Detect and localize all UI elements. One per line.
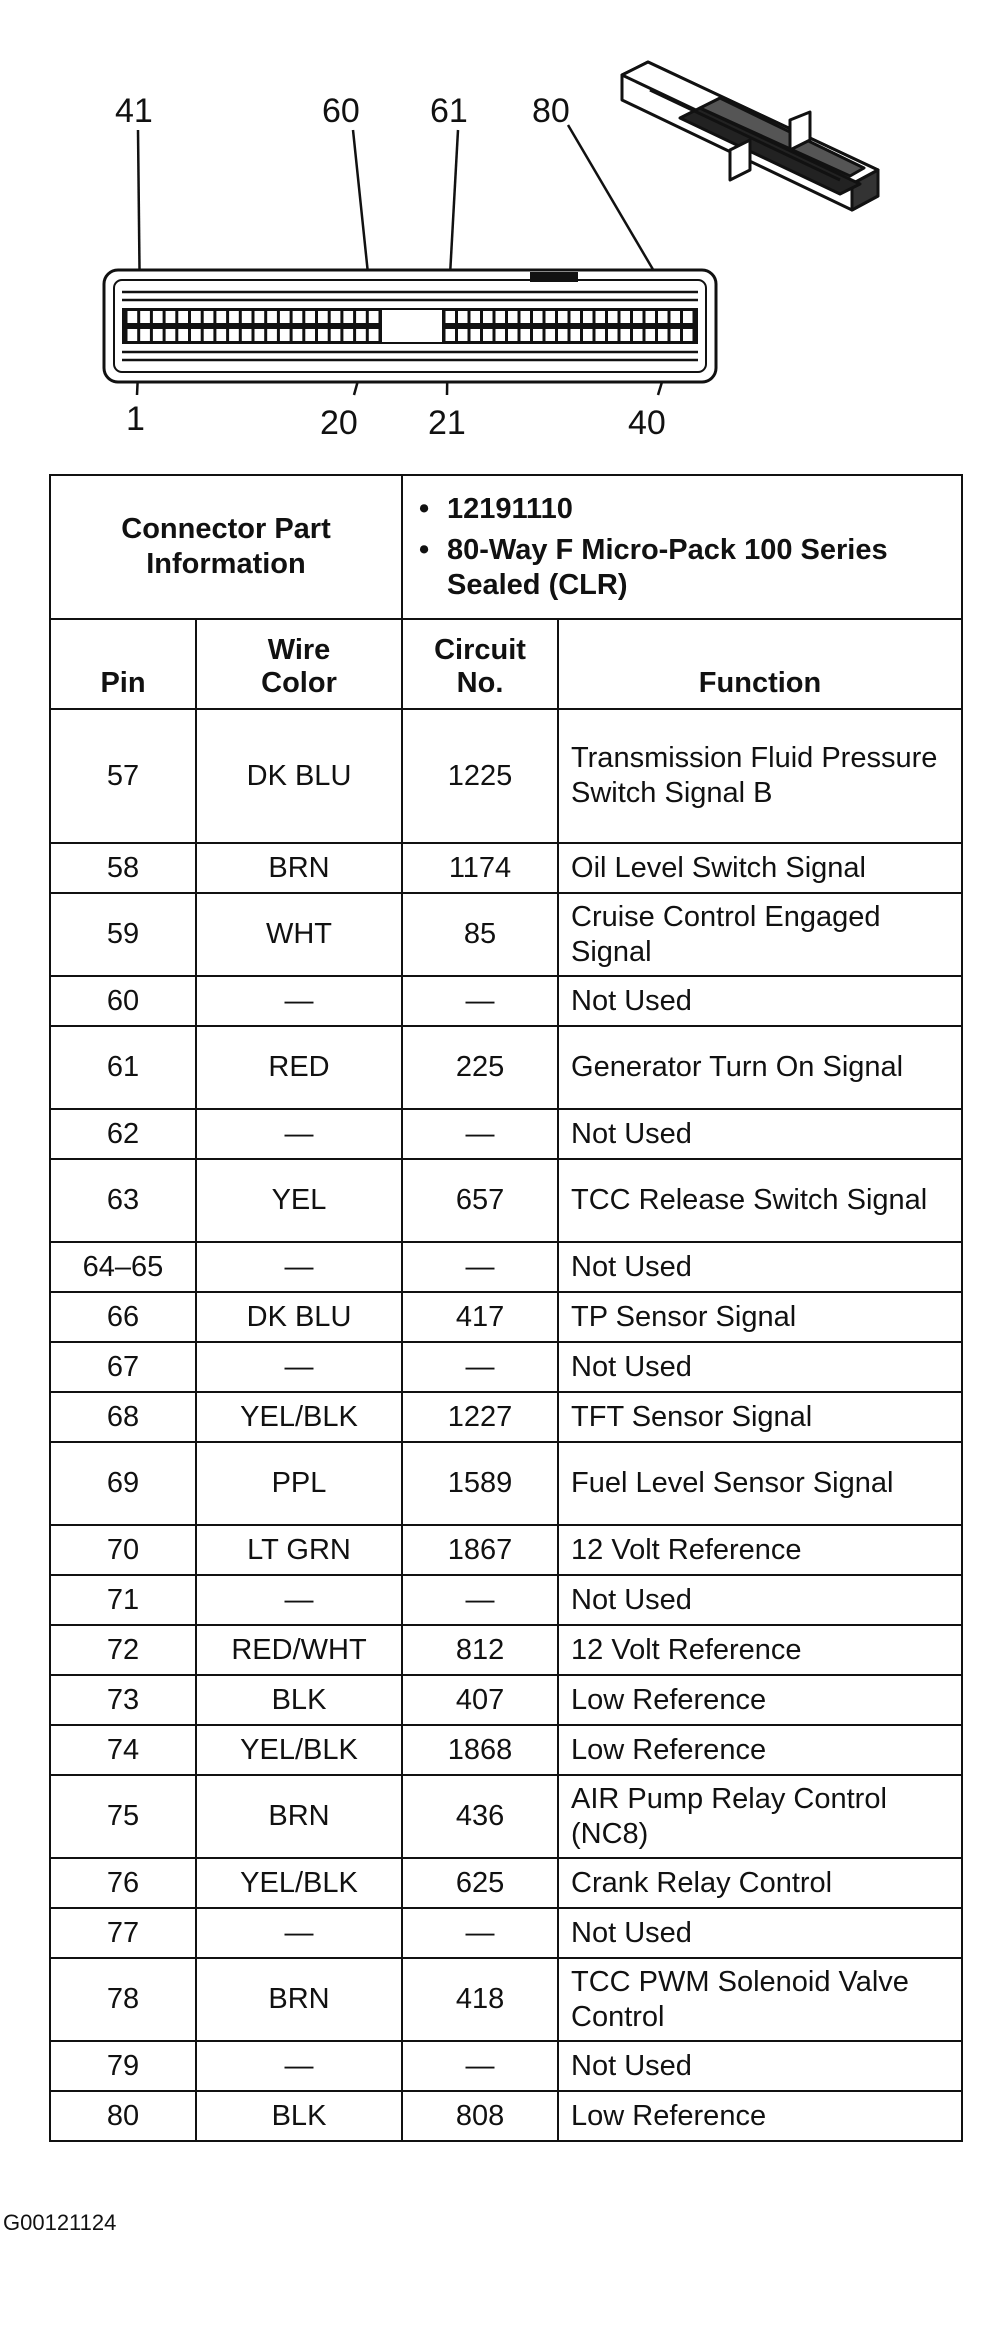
table-row (50, 1292, 962, 1342)
wire-color-cell: — (196, 1242, 402, 1292)
circuit-cell: 1225 (402, 709, 558, 843)
circuit-cell: 225 (402, 1026, 558, 1109)
pin-cavity (683, 311, 693, 323)
pin-cell: 72 (50, 1625, 196, 1675)
header-function: Function (558, 619, 962, 709)
wire-color-cell: BRN (196, 1775, 402, 1858)
pin-cavity (471, 311, 481, 323)
pin-cavity (267, 329, 277, 341)
pin-cavity (658, 311, 668, 323)
pin-cell: 70 (50, 1525, 196, 1575)
pin-cavity (242, 311, 252, 323)
pin-cavity (343, 311, 353, 323)
pin-cell: 73 (50, 1675, 196, 1725)
pin-cavity (446, 329, 456, 341)
circuit-cell: — (402, 1109, 558, 1159)
pin-cavity (216, 311, 226, 323)
pin-cavity (204, 311, 214, 323)
pin-cavity (483, 311, 493, 323)
wire-color-cell: BRN (196, 843, 402, 893)
pin-cavity (369, 311, 379, 323)
pin-cavity (191, 329, 201, 341)
pin-cavity (305, 311, 315, 323)
pin-cavity (178, 311, 188, 323)
pin-cell: 79 (50, 2041, 196, 2091)
pin-cavity (521, 311, 531, 323)
table-row (50, 843, 962, 893)
table-row (50, 1109, 962, 1159)
pin-cavity (596, 311, 606, 323)
pin-cavity (621, 329, 631, 341)
pin-label-80: 80 (532, 92, 570, 130)
pin-cavity (521, 329, 531, 341)
pin-cavity (153, 311, 163, 323)
pin-cavity (305, 329, 315, 341)
header-wire-color-text: Wire Color (261, 633, 337, 700)
table-row (50, 893, 962, 976)
pin-cavity (343, 329, 353, 341)
pin-cell: 76 (50, 1858, 196, 1908)
wire-color-cell: YEL/BLK (196, 1725, 402, 1775)
function-cell: Not Used (558, 2041, 962, 2091)
pin-cavity (533, 311, 543, 323)
pin-cavity (621, 311, 631, 323)
pin-cavity (533, 329, 543, 341)
wire-color-cell: RED (196, 1026, 402, 1109)
function-cell: Not Used (558, 1575, 962, 1625)
function-cell: Not Used (558, 1242, 962, 1292)
wire-color-cell: — (196, 2041, 402, 2091)
pin-cavity (483, 329, 493, 341)
table-row (50, 1525, 962, 1575)
connector-type: • 80-Way F Micro-Pack 100 Series Sealed (CLR) (447, 533, 961, 603)
pin-cavity (369, 329, 379, 341)
function-cell: TCC Release Switch Signal (558, 1159, 962, 1242)
pin-label-41: 41 (115, 92, 153, 130)
circuit-cell: — (402, 1908, 558, 1958)
pin-cavity (191, 311, 201, 323)
wire-color-cell: YEL/BLK (196, 1858, 402, 1908)
pin-cell: 77 (50, 1908, 196, 1958)
pin-cavity (140, 311, 150, 323)
table-row (50, 1442, 962, 1525)
part-info-list (403, 476, 961, 618)
table-row (50, 1242, 962, 1292)
pin-cavity (671, 329, 681, 341)
pin-cell: 61 (50, 1026, 196, 1109)
wire-color-cell: BLK (196, 2091, 402, 2141)
pin-cavity (446, 311, 456, 323)
header-wire-color (196, 619, 402, 709)
pin-cavity (293, 311, 303, 323)
circuit-cell: — (402, 976, 558, 1026)
circuit-cell: 1227 (402, 1392, 558, 1442)
wire-color-cell: — (196, 1575, 402, 1625)
table-row (50, 1026, 962, 1109)
wire-color-cell: — (196, 1342, 402, 1392)
figure-id: G00121124 (3, 2210, 117, 2235)
pin-cavity (356, 329, 366, 341)
circuit-cell: — (402, 1575, 558, 1625)
pin-cavity (608, 329, 618, 341)
pin-cavity (633, 311, 643, 323)
pin-label-21: 21 (428, 404, 466, 442)
wire-color-cell: — (196, 976, 402, 1026)
function-cell: Transmission Fluid Pressure Switch Signal B (558, 709, 962, 843)
pin-label-1: 1 (126, 400, 145, 438)
function-cell: Not Used (558, 1908, 962, 1958)
pin-cavity (546, 311, 556, 323)
circuit-cell: 808 (402, 2091, 558, 2141)
circuit-cell: 812 (402, 1625, 558, 1675)
pin-cavity (166, 311, 176, 323)
pin-cavity (255, 329, 265, 341)
function-cell: Not Used (558, 976, 962, 1026)
table-row (50, 1625, 962, 1675)
part-info-cell (402, 475, 962, 619)
pin-cell: 68 (50, 1392, 196, 1442)
pin-cell: 67 (50, 1342, 196, 1392)
pin-cavity (267, 311, 277, 323)
pin-cell: 63 (50, 1159, 196, 1242)
connector-diagram (0, 0, 1002, 460)
pin-cavity (166, 329, 176, 341)
circuit-cell: — (402, 1242, 558, 1292)
pin-cavity (583, 329, 593, 341)
wire-color-cell: BRN (196, 1958, 402, 2041)
table-row (50, 2041, 962, 2091)
pin-cavity (571, 311, 581, 323)
pin-cavity (596, 329, 606, 341)
pin-cavity (255, 311, 265, 323)
circuit-cell: 417 (402, 1292, 558, 1342)
circuit-cell: 1868 (402, 1725, 558, 1775)
header-circuit-no (402, 619, 558, 709)
pin-cavity (558, 329, 568, 341)
table-row (50, 1675, 962, 1725)
pin-cavity (318, 329, 328, 341)
pin-cell: 80 (50, 2091, 196, 2141)
circuit-cell: 436 (402, 1775, 558, 1858)
wire-color-cell: BLK (196, 1675, 402, 1725)
table-row (50, 1159, 962, 1242)
function-cell: Low Reference (558, 1725, 962, 1775)
pin-cell: 59 (50, 893, 196, 976)
pin-cavity (331, 311, 341, 323)
circuit-cell: 1174 (402, 843, 558, 893)
pin-cavity (633, 329, 643, 341)
pin-cavity (496, 329, 506, 341)
circuit-cell: 85 (402, 893, 558, 976)
pin-cavity (458, 311, 468, 323)
pin-cell: 69 (50, 1442, 196, 1525)
pin-label-20: 20 (320, 404, 358, 442)
pin-cell: 58 (50, 843, 196, 893)
pin-cavity (508, 329, 518, 341)
header-pin: Pin (50, 619, 196, 709)
connector-isometric-view (622, 62, 878, 210)
pin-cell: 60 (50, 976, 196, 1026)
pin-cavity (471, 329, 481, 341)
circuit-cell: 657 (402, 1159, 558, 1242)
table-row (50, 1725, 962, 1775)
pin-cavity (153, 329, 163, 341)
pin-cavity (216, 329, 226, 341)
wire-color-cell: — (196, 1109, 402, 1159)
connector-pinout-table (49, 474, 963, 2142)
function-cell: Low Reference (558, 2091, 962, 2141)
pin-cavity (128, 311, 138, 323)
function-cell: Crank Relay Control (558, 1858, 962, 1908)
pin-cavity (242, 329, 252, 341)
part-info-label (50, 475, 402, 619)
pin-cavity (140, 329, 150, 341)
function-cell: AIR Pump Relay Control (NC8) (558, 1775, 962, 1858)
table-row (50, 1958, 962, 2041)
table-row (50, 2091, 962, 2141)
function-cell: Fuel Level Sensor Signal (558, 1442, 962, 1525)
pin-label-60: 60 (322, 92, 360, 130)
wire-color-cell: RED/WHT (196, 1625, 402, 1675)
function-cell: Low Reference (558, 1675, 962, 1725)
pin-label-61: 61 (430, 92, 468, 130)
pin-cavity (508, 311, 518, 323)
pin-cavity (229, 329, 239, 341)
pin-cavity (318, 311, 328, 323)
pin-cavity (646, 311, 656, 323)
part-number: • 12191110 (447, 492, 961, 527)
pin-cavity (658, 329, 668, 341)
table-row (50, 1575, 962, 1625)
circuit-cell: 625 (402, 1858, 558, 1908)
wire-color-cell: — (196, 1908, 402, 1958)
wire-color-cell: PPL (196, 1442, 402, 1525)
function-cell: Not Used (558, 1342, 962, 1392)
function-cell: Generator Turn On Signal (558, 1026, 962, 1109)
function-cell: TFT Sensor Signal (558, 1392, 962, 1442)
wire-color-cell: WHT (196, 893, 402, 976)
pin-cavity (280, 329, 290, 341)
pin-cavity (128, 329, 138, 341)
wire-color-cell: YEL/BLK (196, 1392, 402, 1442)
pin-cavity (293, 329, 303, 341)
pin-cavity (204, 329, 214, 341)
table-row (50, 1858, 962, 1908)
pin-cavity (683, 329, 693, 341)
pin-cavity (178, 329, 188, 341)
pin-cavity (671, 311, 681, 323)
pin-cell: 74 (50, 1725, 196, 1775)
table-row (50, 1392, 962, 1442)
table-row (50, 709, 962, 843)
function-cell: Not Used (558, 1109, 962, 1159)
pin-cavity (546, 329, 556, 341)
circuit-cell: 407 (402, 1675, 558, 1725)
function-cell: 12 Volt Reference (558, 1525, 962, 1575)
pin-cavity (608, 311, 618, 323)
pin-cell: 57 (50, 709, 196, 843)
header-circuit-no-text: Circuit No. (434, 633, 526, 700)
function-cell: 12 Volt Reference (558, 1625, 962, 1675)
function-cell: Oil Level Switch Signal (558, 843, 962, 893)
wire-color-cell: LT GRN (196, 1525, 402, 1575)
circuit-cell: 418 (402, 1958, 558, 2041)
pin-cell: 75 (50, 1775, 196, 1858)
pin-cavity (646, 329, 656, 341)
pin-cavity (458, 329, 468, 341)
wire-color-cell: YEL (196, 1159, 402, 1242)
pin-cavity (558, 311, 568, 323)
pin-cell: 62 (50, 1109, 196, 1159)
function-cell: Cruise Control Engaged Signal (558, 893, 962, 976)
pin-cell: 66 (50, 1292, 196, 1342)
pin-label-40: 40 (628, 404, 666, 442)
table-row (50, 1775, 962, 1858)
wire-color-cell: DK BLU (196, 709, 402, 843)
circuit-cell: — (402, 1342, 558, 1392)
pin-cavity (571, 329, 581, 341)
pin-cavity (331, 329, 341, 341)
pin-cavity (583, 311, 593, 323)
circuit-cell: 1867 (402, 1525, 558, 1575)
table-row (50, 976, 962, 1026)
wire-color-cell: DK BLU (196, 1292, 402, 1342)
pin-cavity (280, 311, 290, 323)
pin-cell: 64–65 (50, 1242, 196, 1292)
pin-cavity (229, 311, 239, 323)
circuit-cell: 1589 (402, 1442, 558, 1525)
pin-cell: 71 (50, 1575, 196, 1625)
table-row (50, 1908, 962, 1958)
pin-cell: 78 (50, 1958, 196, 2041)
pin-cavity (496, 311, 506, 323)
connector-face (104, 270, 716, 382)
table-row (50, 1342, 962, 1392)
function-cell: TCC PWM Solenoid Valve Control (558, 1958, 962, 2041)
part-info-label-text: Connector Part Information (121, 513, 331, 581)
function-cell: TP Sensor Signal (558, 1292, 962, 1342)
pin-cavity (356, 311, 366, 323)
pin-rows (50, 709, 962, 2141)
circuit-cell: — (402, 2041, 558, 2091)
